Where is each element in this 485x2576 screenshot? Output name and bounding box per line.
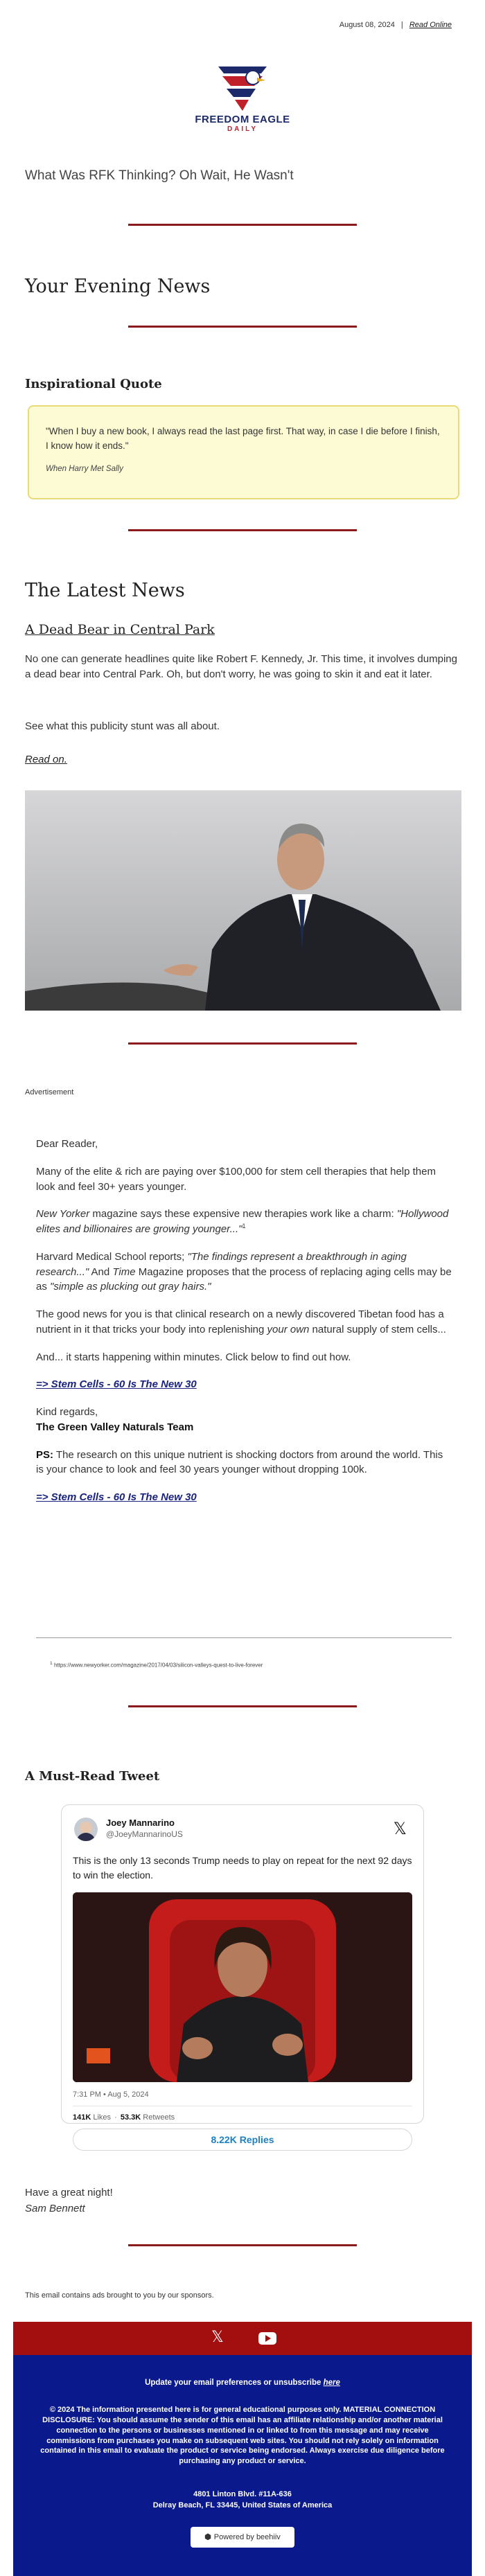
- ad-text: magazine says these expensive new therapies work like a charm:: [89, 1208, 397, 1220]
- quote-text: "When I buy a new book, I always read the last page first. That way, in case I die before I finish, I know how it ends.": [46, 426, 440, 451]
- footer: [13, 2322, 472, 2576]
- section-evening-news: Your Evening News: [25, 276, 211, 297]
- address-line: Delray Beach, FL 33445, United States of America: [152, 2501, 333, 2510]
- brand-logo[interactable]: [187, 62, 298, 133]
- ad-ps: [36, 1448, 452, 1478]
- unsubscribe-link[interactable]: here: [323, 2379, 340, 2387]
- kamala-photo-icon: [73, 1892, 412, 2082]
- ad-quote: "Hollywood elites and billionaires are growing younger...": [36, 1208, 449, 1235]
- read-online-link[interactable]: Read Online: [409, 21, 452, 29]
- footer-address: [13, 2489, 472, 2512]
- divider: [128, 529, 357, 531]
- latest-news-heading: The Latest News: [25, 580, 185, 601]
- ad-text: Harvard Medical School reports;: [36, 1250, 188, 1263]
- sponsors-note: This email contains ads brought to you by our sponsors.: [25, 2291, 214, 2300]
- x-logo-icon[interactable]: 𝕏: [393, 1819, 407, 1838]
- read-on-link[interactable]: Read on.: [25, 754, 67, 765]
- tweet-author-handle: @JoeyMannarinoUS: [106, 1829, 183, 1839]
- tweet-stats: 141K Likes · 53.3K Retweets: [73, 2113, 175, 2122]
- signoff: [25, 2185, 113, 2217]
- address-line: 4801 Linton Blvd. #11A-636: [193, 2490, 292, 2498]
- ad-regards: Kind regards,: [36, 1406, 98, 1418]
- header-date: August 08, 2024: [339, 21, 395, 29]
- likes-label: Likes: [93, 2113, 112, 2122]
- header-meta: August 08, 2024 | Read Online: [339, 21, 452, 29]
- signoff-line: Have a great night!: [25, 2187, 113, 2199]
- footnote-url: https://www.newyorker.com/magazine/2017/04/03/silicon-valleys-quest-to-live-forever: [53, 1662, 263, 1669]
- ad-ps-label: PS:: [36, 1448, 54, 1461]
- beehiiv-icon: ⬢: [204, 2533, 211, 2541]
- ad-text: natural supply of stem cells...: [309, 1323, 446, 1335]
- youtube-icon[interactable]: [258, 2332, 276, 2345]
- story-paragraph: No one can generate headlines quite like Robert F. Kennedy, Jr. This time, it involves dumping a dead bear into Central Park. Oh, but don't worry, he was going to skin it and eat it later.: [25, 653, 457, 680]
- ad-cta-wrap: [36, 1490, 452, 1505]
- divider: [128, 224, 357, 226]
- page-headline: What Was RFK Thinking? Oh Wait, He Wasn't: [25, 168, 294, 183]
- replies-button[interactable]: 8.22K Replies: [73, 2129, 412, 2151]
- ad-body: [36, 1137, 452, 1505]
- story-paragraph: See what this publicity stunt was all about.: [25, 720, 220, 732]
- ad-text: And: [89, 1265, 113, 1278]
- powered-by-badge[interactable]: [191, 2527, 294, 2548]
- ad-quote: "The findings represent a breakthrough in aging research...": [36, 1250, 407, 1278]
- ad-paragraph: Many of the elite & rich are paying over $100,000 for stem cell therapies that help them look and feel 30+ years younger.: [36, 1165, 436, 1193]
- ad-paragraph: [36, 1307, 452, 1338]
- story-title[interactable]: A Dead Bear in Central Park: [25, 622, 215, 637]
- ad-footnote-ref: 1: [242, 1223, 246, 1229]
- footer-prefs-text: Update your email preferences or unsubscribe: [145, 2379, 324, 2387]
- brand-sub: DAILY: [227, 125, 258, 133]
- tweet-section-heading: A Must-Read Tweet: [25, 1769, 160, 1784]
- retweets-label: Retweets: [143, 2113, 175, 2122]
- ad-magazine: Time: [112, 1265, 136, 1278]
- avatar: [74, 1818, 98, 1841]
- stem-cells-cta-link[interactable]: => Stem Cells - 60 Is The New 30: [36, 1378, 197, 1391]
- brand-name: FREEDOM EAGLE: [195, 114, 290, 125]
- ad-emphasis: your own: [267, 1323, 310, 1335]
- ad-paragraph: [36, 1250, 452, 1295]
- ad-text: The good news for you is that clinical research on a newly discovered Tibetan food has a nutrient in it that tricks your body into replenishing: [36, 1308, 444, 1335]
- likes-count: 141K: [73, 2113, 91, 2122]
- ad-greeting: Dear Reader,: [36, 1138, 98, 1150]
- ad-paragraph: And... it starts happening within minutes. Click below to find out how.: [36, 1351, 351, 1363]
- tweet-timestamp: 7:31 PM • Aug 5, 2024: [73, 2090, 149, 2099]
- footer-social-bar: [13, 2322, 472, 2355]
- footer-prefs: [13, 2379, 472, 2387]
- quote-heading: Inspirational Quote: [25, 377, 162, 391]
- ad-paragraph: [36, 1207, 452, 1237]
- tweet-media[interactable]: [73, 1892, 412, 2082]
- ad-label: Advertisement: [25, 1088, 74, 1096]
- quote-author: When Harry Met Sally: [46, 464, 123, 473]
- stem-cells-cta-link[interactable]: => Stem Cells - 60 Is The New 30: [36, 1491, 197, 1503]
- divider: [128, 1042, 357, 1045]
- ad-cta-wrap: [36, 1377, 452, 1392]
- x-social-icon[interactable]: 𝕏: [211, 2329, 224, 2346]
- ad-text: The research on this unique nutrient is shocking doctors from around the world. This is your chance to look and feel 30 years younger without dropping 100k.: [36, 1448, 443, 1476]
- divider: [128, 326, 357, 328]
- footer-disclosure: © 2024 The information presented here is for general educational purposes only. MATERIAL CONNECTION DISCLOSURE: You should assume the sender of this email has an affiliate relationship and/or another material connection to the persons or businesses mentioned in or linked to from this message and may receive commissions from purchases you make on subsequent web sites. You should not rely solely on information contained in this email to evaluate the product or service being endorsed. Always exercise due diligence before purchasing any product or service.: [40, 2406, 445, 2466]
- footnote-num: 1: [50, 1661, 53, 1666]
- story-image[interactable]: [25, 790, 461, 1011]
- ad-footnote-rule: [36, 1637, 452, 1638]
- eagle-logo-icon: [213, 62, 272, 112]
- divider: [128, 2244, 357, 2246]
- powered-by-text: Powered by beehiiv: [213, 2533, 281, 2541]
- ad-footnote: [50, 1661, 263, 1669]
- ad-quote: "simple as plucking out gray hairs.": [50, 1281, 211, 1293]
- signoff-name: Sam Bennett: [25, 2202, 85, 2214]
- rfk-photo-icon: [25, 790, 461, 1011]
- ad-magazine: New Yorker: [36, 1208, 90, 1220]
- tweet-author-name: Joey Mannarino: [106, 1818, 175, 1828]
- tweet-header: [73, 1816, 412, 1844]
- divider: [128, 1705, 357, 1707]
- retweets-count: 53.3K: [120, 2113, 141, 2122]
- ad-team: The Green Valley Naturals Team: [36, 1421, 194, 1433]
- quote-box: [28, 405, 459, 499]
- ad-text: Magazine proposes that the process of replacing aging cells may be as: [36, 1265, 452, 1293]
- tweet-text: This is the only 13 seconds Trump needs to play on repeat for the next 92 days to win the election.: [73, 1855, 412, 1881]
- tweet-card[interactable]: [61, 1804, 424, 2145]
